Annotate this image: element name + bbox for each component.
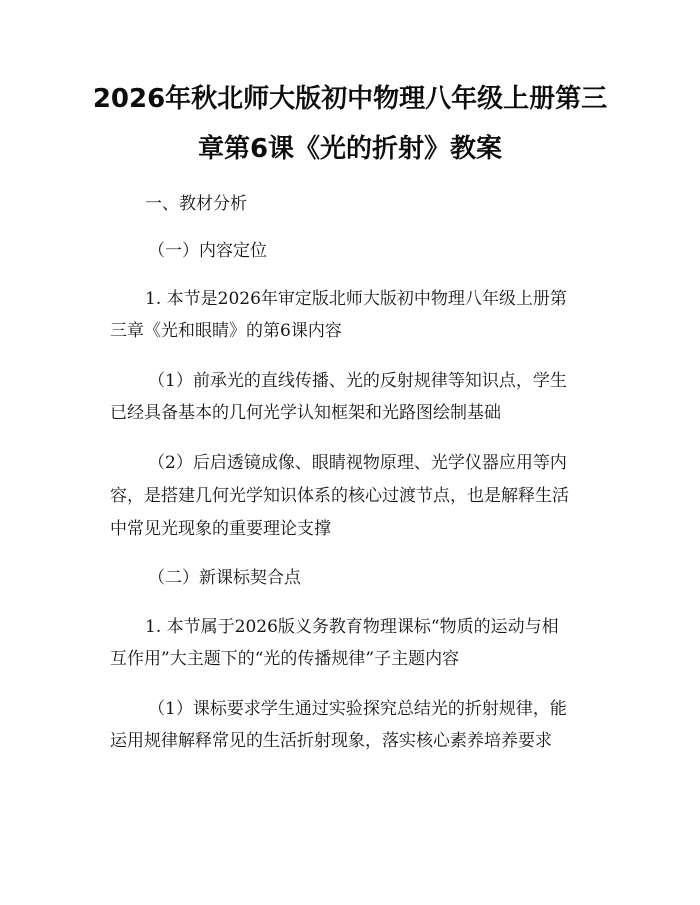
document-title-line-1: 2026年秋北师大版初中物理八年级上册第三 bbox=[92, 84, 608, 114]
paragraph-3-line-2: 运用规律解释常见的生活折射现象，落实核心素养培养要求 bbox=[110, 731, 552, 751]
paragraph-1-line-2: 已经具备基本的几何光学认知框架和光路图绘制基础 bbox=[110, 403, 501, 423]
item-2-line-1: 1. 本节属于2026版义务教育物理课标“物质的运动与相 bbox=[145, 617, 559, 637]
paragraph-2-line-1: （2）后启透镜成像、眼睛视物原理、光学仪器应用等内 bbox=[148, 453, 567, 473]
item-1-line-2: 三章《光和眼睛》的第6课内容 bbox=[110, 321, 342, 341]
item-2-line-2: 互作用”大主题下的“光的传播规律”子主题内容 bbox=[110, 649, 460, 669]
paragraph-2-line-3: 中常见光现象的重要理论支撑 bbox=[110, 519, 331, 539]
section-heading-textbook-analysis: 一、教材分析 bbox=[145, 194, 247, 214]
subsection-heading-content-positioning: （一）内容定位 bbox=[148, 241, 267, 261]
subsection-heading-curriculum-alignment: （二）新课标契合点 bbox=[148, 568, 301, 588]
item-1-line-1: 1. 本节是2026年审定版北师大版初中物理八年级上册第 bbox=[145, 289, 567, 309]
document-title-line-2: 章第6课《光的折射》教案 bbox=[197, 134, 503, 164]
paragraph-2-line-2: 容，是搭建几何光学知识体系的核心过渡节点，也是解释生活 bbox=[110, 486, 569, 506]
paragraph-3-line-1: （1）课标要求学生通过实验探究总结光的折射规律，能 bbox=[148, 699, 567, 719]
paragraph-1-line-1: （1）前承光的直线传播、光的反射规律等知识点，学生 bbox=[148, 371, 567, 391]
